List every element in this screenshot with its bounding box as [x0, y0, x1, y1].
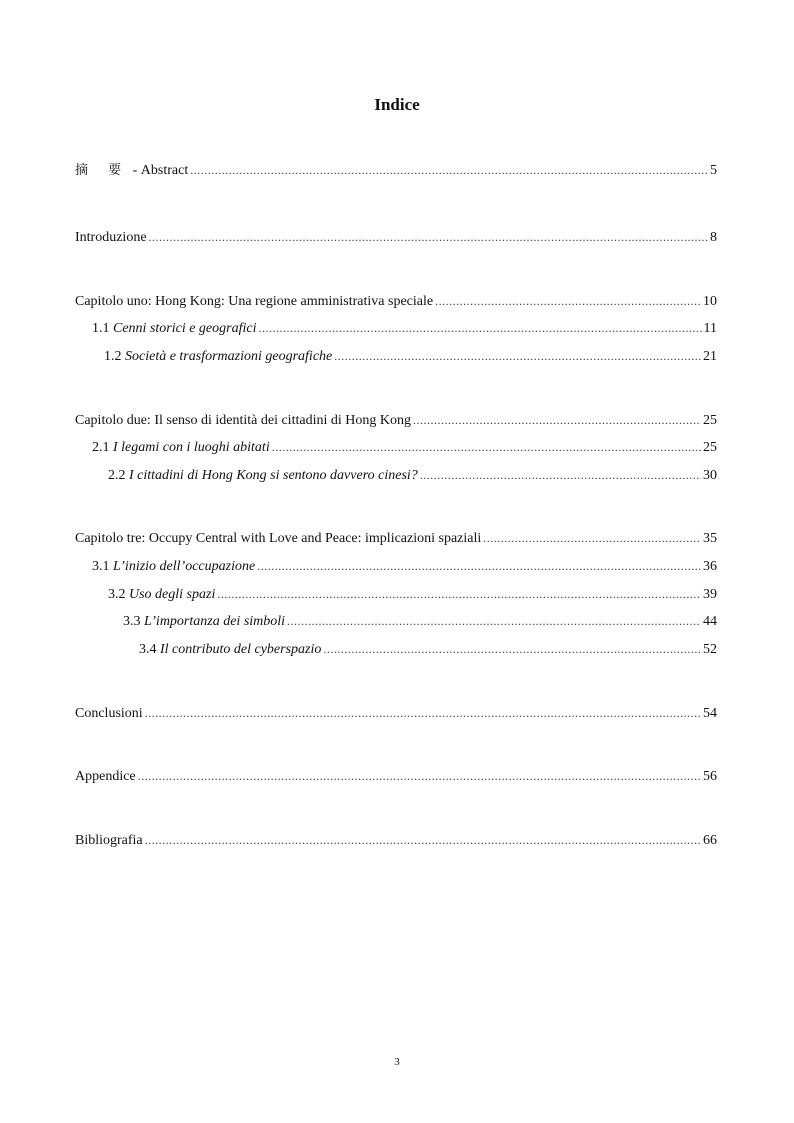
section-number: 3.1 — [92, 559, 113, 574]
leader-dots — [287, 611, 701, 631]
toc-cjk-label: 摘 要 — [75, 163, 130, 178]
toc-entry-text: Capitolo uno: Hong Kong: Una regione amministrativa speciale — [75, 294, 434, 309]
toc-page-number: 52 — [703, 642, 717, 657]
leader-dots — [334, 346, 701, 366]
toc-entry-text: I cittadini di Hong Kong si sentono davvero cinesi? — [129, 468, 418, 483]
leader-dots — [190, 160, 708, 180]
toc-page-number: 25 — [703, 413, 717, 428]
leader-dots — [149, 227, 708, 247]
toc-entry-capitolo-uno[interactable] — [75, 291, 717, 311]
section-number: 3.3 — [123, 614, 144, 629]
toc-page-number: 10 — [703, 294, 717, 309]
toc-entry-3-2[interactable] — [108, 584, 717, 604]
toc-entry-text: Conclusioni — [75, 706, 143, 721]
toc-page-number: 35 — [703, 531, 717, 546]
leader-dots — [145, 830, 701, 850]
toc-entry-text: L’inizio dell’occupazione — [113, 559, 256, 574]
leader-dots — [145, 703, 701, 723]
leader-dots — [413, 410, 701, 430]
toc-entry-1-2[interactable] — [104, 346, 717, 366]
section-number: 2.2 — [108, 468, 129, 483]
toc-page-number: 56 — [703, 769, 717, 784]
toc-page-number: 39 — [703, 587, 717, 602]
toc-page-number: 11 — [703, 321, 717, 336]
toc-entry-3-1[interactable] — [92, 556, 717, 576]
toc-entry-text: Capitolo due: Il senso di identità dei cittadini di Hong Kong — [75, 413, 411, 428]
toc-entry-3-3[interactable] — [123, 611, 717, 631]
toc-page-number: 44 — [703, 614, 717, 629]
leader-dots — [138, 766, 701, 786]
toc-page-number: 5 — [710, 163, 717, 178]
toc-entry-capitolo-due[interactable] — [75, 410, 717, 430]
toc-page-number: 8 — [710, 230, 717, 245]
toc-entry-text: L’importanza dei simboli — [144, 614, 286, 629]
leader-dots — [258, 318, 701, 338]
toc-entry-2-2[interactable] — [108, 465, 717, 485]
toc-page-number: 66 — [703, 833, 717, 848]
toc-entry-introduzione[interactable] — [75, 227, 717, 247]
section-number: 2.1 — [92, 440, 113, 455]
leader-dots — [323, 639, 701, 659]
page-footer-number: 3 — [394, 1056, 400, 1068]
toc-entry-text: Società e trasformazioni geografiche — [125, 349, 333, 364]
toc-page-number: 25 — [703, 440, 717, 455]
section-number: 3.4 — [139, 642, 160, 657]
toc-page-number: 54 — [703, 706, 717, 721]
leader-dots — [217, 584, 701, 604]
toc-entry-conclusioni[interactable] — [75, 703, 717, 723]
toc-entry-text: Capitolo tre: Occupy Central with Love and Peace: implicazioni spaziali — [75, 531, 482, 546]
section-number: 1.1 — [92, 321, 113, 336]
leader-dots — [272, 437, 701, 457]
leader-dots — [257, 556, 701, 576]
toc-entry-text: Il contributo del cyberspazio — [160, 642, 322, 657]
toc-entry-text: Bibliografia — [75, 833, 143, 848]
leader-dots — [435, 291, 701, 311]
toc-entry-text: Appendice — [75, 769, 136, 784]
toc-page-number: 36 — [703, 559, 717, 574]
leader-dots — [483, 528, 701, 548]
toc-entry-text: Uso degli spazi — [129, 587, 216, 602]
toc-entry-1-1[interactable] — [92, 318, 717, 338]
toc-page-number: 30 — [703, 468, 717, 483]
toc-entry-2-1[interactable] — [92, 437, 717, 457]
toc-entry-abstract[interactable] — [75, 160, 717, 180]
toc-entry-text: Cenni storici e geografici — [113, 321, 257, 336]
toc-entry-3-4[interactable] — [139, 639, 717, 659]
toc-page-number: 21 — [703, 349, 717, 364]
toc-entry-appendice[interactable] — [75, 766, 717, 786]
toc-entry-text: I legami con i luoghi abitati — [113, 440, 270, 455]
section-number: 1.2 — [104, 349, 125, 364]
toc-entry-bibliografia[interactable] — [75, 830, 717, 850]
toc-entry-text: - Abstract — [129, 163, 189, 178]
page-title: Indice — [374, 95, 420, 114]
toc-entry-text: Introduzione — [75, 230, 147, 245]
section-number: 3.2 — [108, 587, 129, 602]
leader-dots — [420, 465, 701, 485]
toc-entry-capitolo-tre[interactable] — [75, 528, 717, 548]
